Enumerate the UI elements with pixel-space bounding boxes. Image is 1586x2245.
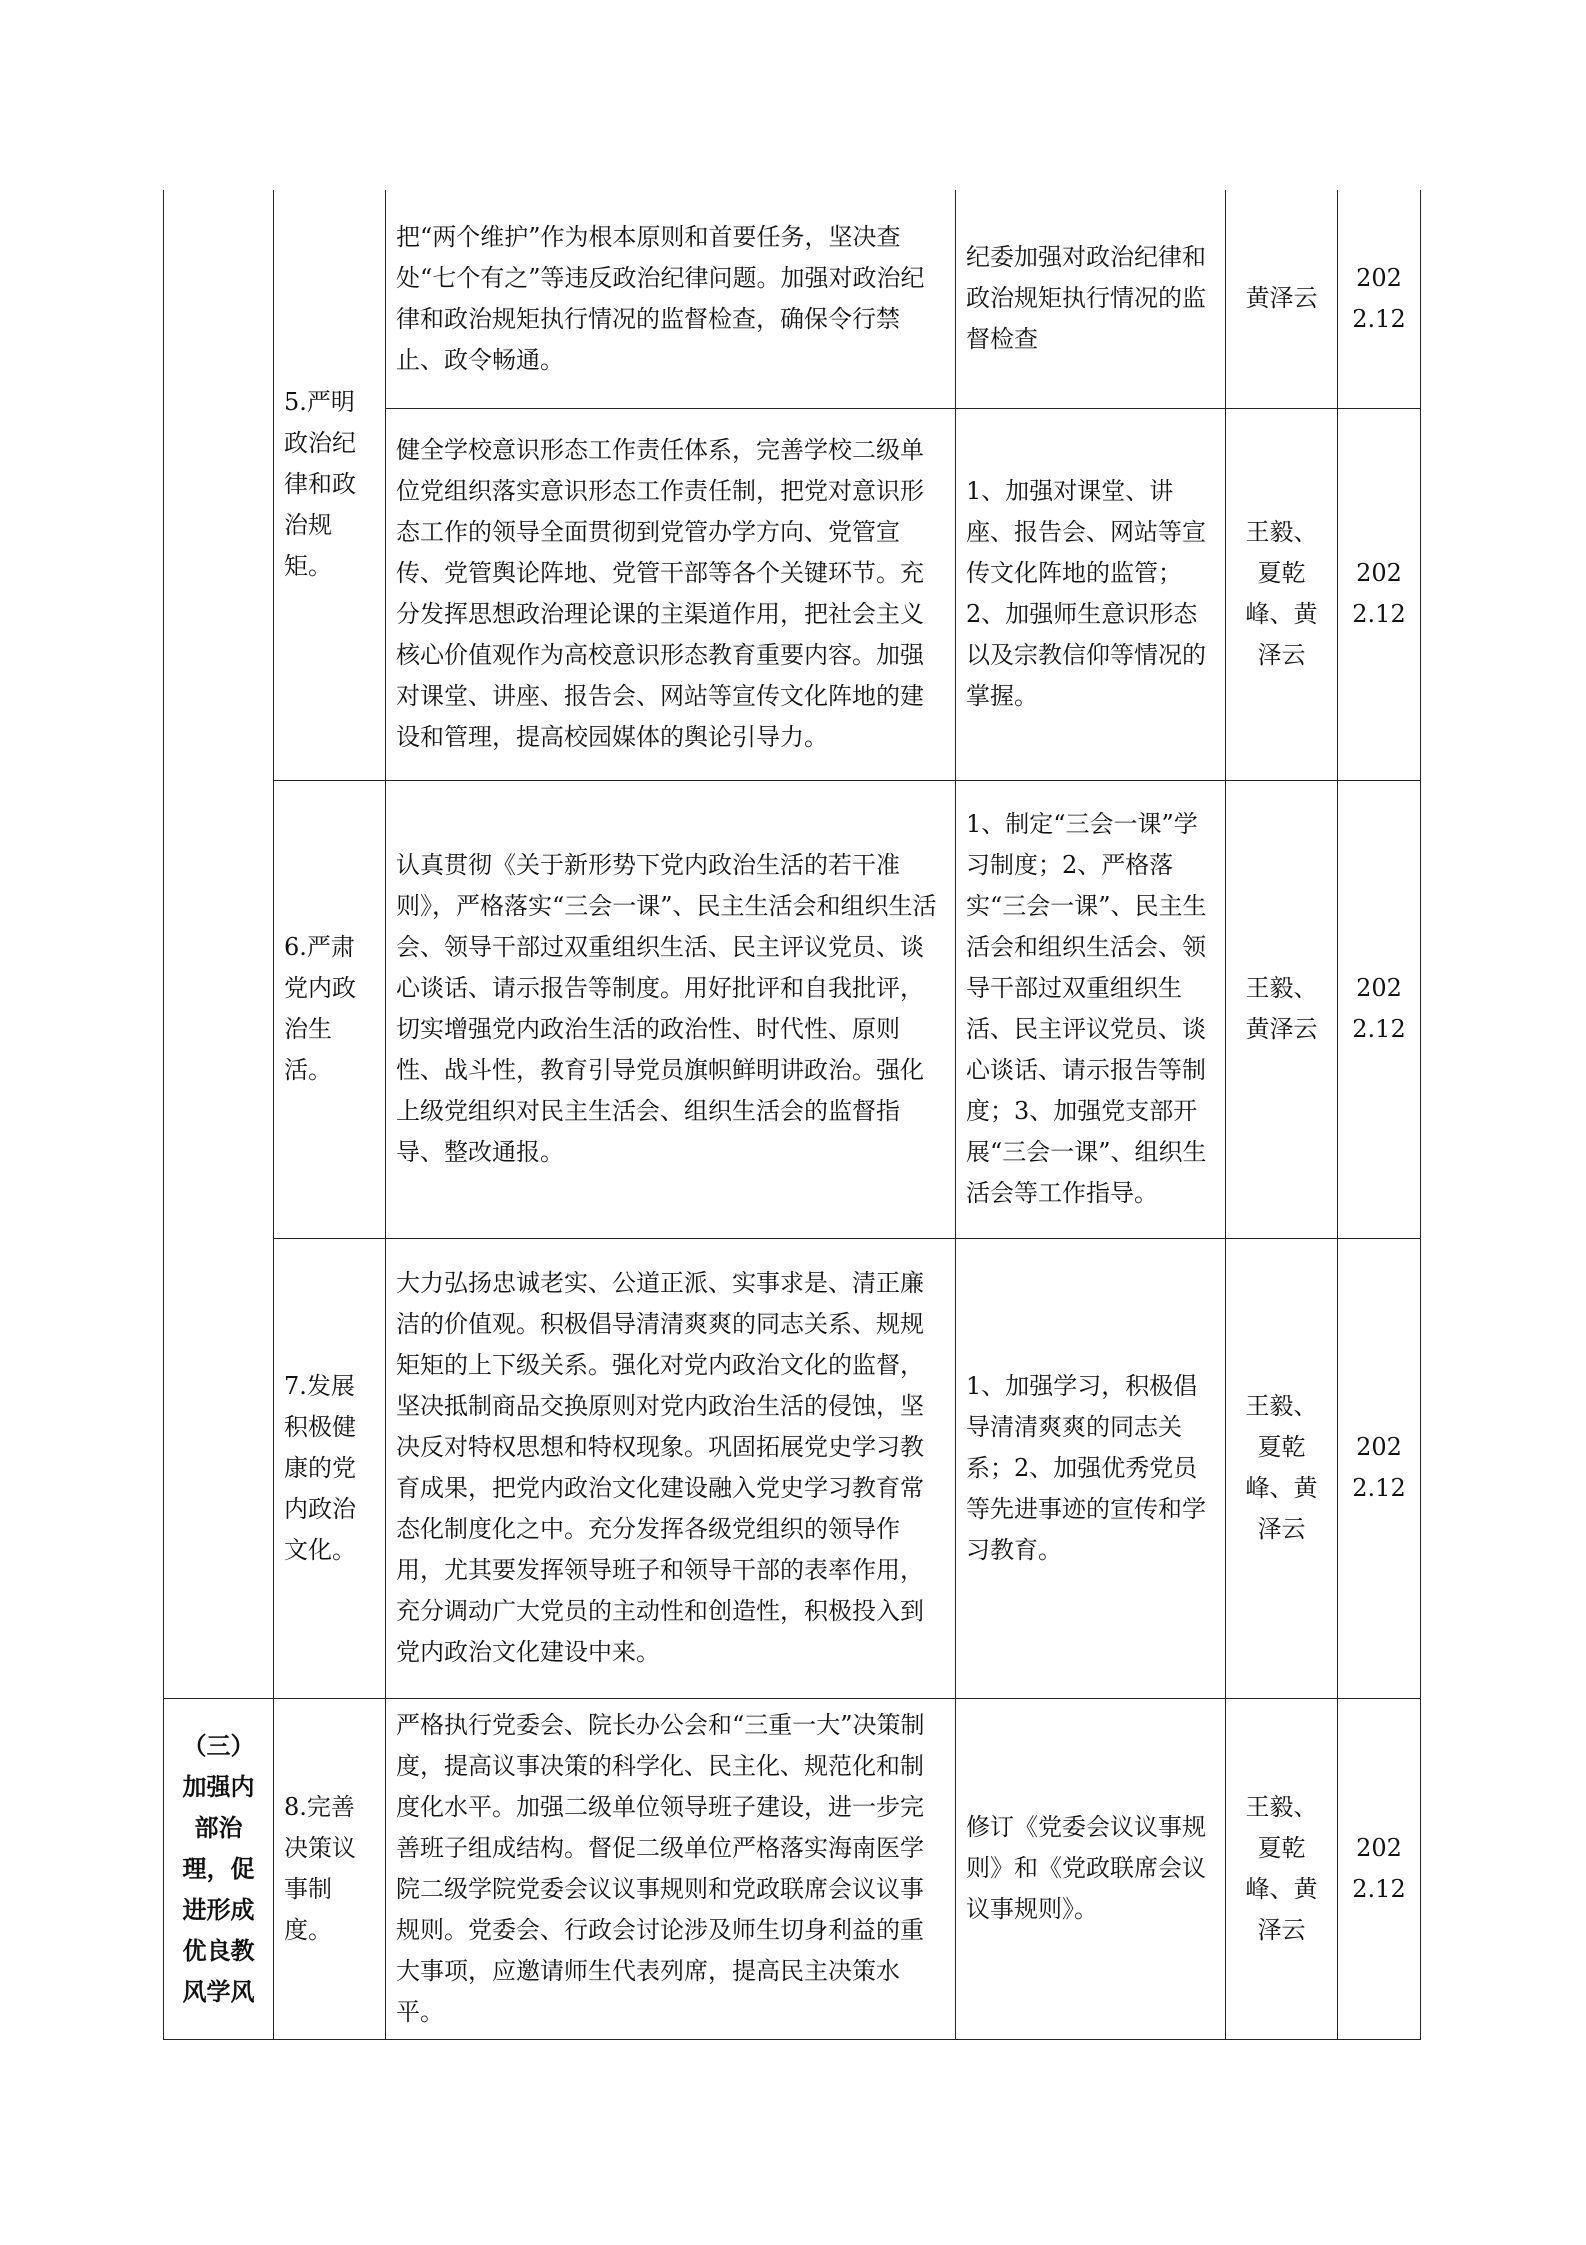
date-cell: 2022.12 xyxy=(1338,190,1421,408)
content-cell: 严格执行党委会、院长办公会和“三重一大”决策制度，提高议事决策的科学化、民主化、规范化和制度化水平。加强二级单位领导班子建设，进一步完善班子组成结构。督促二级单位严格落实海南医学院二级学院党委会议议事规则和党政联席会议议事规则。党委会、行政会讨论涉及师生切身利益的重大事项，应邀请师生代表列席，提高民主决策水平。 xyxy=(386,1698,956,2039)
item-cell: 7.发展积极健康的党内政治文化。 xyxy=(274,1238,386,1698)
measure-cell: 修订《党委会议议事规则》和《党政联席会议议事规则》。 xyxy=(956,1698,1226,2039)
item-cell: 6.严肃党内政治生活。 xyxy=(274,780,386,1238)
person-cell: 王毅、夏乾峰、黄泽云 xyxy=(1226,1698,1338,2039)
content-cell: 健全学校意识形态工作责任体系，完善学校二级单位党组织落实意识形态工作责任制，把党对意识形态工作的领导全面贯彻到党管办学方向、党管宣传、党管舆论阵地、党管干部等各个关键环节。充分发挥思想政治理论课的主渠道作用，把社会主义核心价值观作为高校意识形态教育重要内容。加强对课堂、讲座、报告会、网站等宣传文化阵地的建设和管理，提高校园媒体的舆论引导力。 xyxy=(386,408,956,780)
date-cell: 2022.12 xyxy=(1338,408,1421,780)
person-cell: 黄泽云 xyxy=(1226,190,1338,408)
measure-cell: 1、加强对课堂、讲座、报告会、网站等宣传文化阵地的监管；2、加强师生意识形态以及宗教信仰等情况的掌握。 xyxy=(956,408,1226,780)
item-cell: 5.严明政治纪律和政治规矩。 xyxy=(274,190,386,780)
person-cell: 王毅、夏乾峰、黄泽云 xyxy=(1226,408,1338,780)
category-cell: （三）加强内部治理，促进形成优良教风学风 xyxy=(164,1698,274,2039)
content-cell: 认真贯彻《关于新形势下党内政治生活的若干准则》，严格落实“三会一课”、民主生活会和组织生活会、领导干部过双重组织生活、民主评议党员、谈心谈话、请示报告等制度。用好批评和自我批评，切实增强党内政治生活的政治性、时代性、原则性、战斗性，教育引导党员旗帜鲜明讲政治。强化上级党组织对民主生活会、组织生活会的监督指导、整改通报。 xyxy=(386,780,956,1238)
person-cell: 王毅、夏乾峰、黄泽云 xyxy=(1226,1238,1338,1698)
category-cell xyxy=(164,190,274,1698)
content-cell: 大力弘扬忠诚老实、公道正派、实事求是、清正廉洁的价值观。积极倡导清清爽爽的同志关系、规规矩矩的上下级关系。强化对党内政治文化的监督，坚决抵制商品交换原则对党内政治生活的侵蚀，坚决反对特权思想和特权现象。巩固拓展党史学习教育成果，把党内政治文化建设融入党史学习教育常态化制度化之中。充分发挥各级党组织的领导作用，尤其要发挥领导班子和领导干部的表率作用，充分调动广大党员的主动性和创造性，积极投入到党内政治文化建设中来。 xyxy=(386,1238,956,1698)
plan-table xyxy=(163,190,1421,2040)
date-cell: 2022.12 xyxy=(1338,780,1421,1238)
measure-cell: 纪委加强对政治纪律和政治规矩执行情况的监督检查 xyxy=(956,190,1226,408)
measure-cell: 1、制定“三会一课”学习制度；2、严格落实“三会一课”、民主生活会和组织生活会、领导干部过双重组织生活、民主评议党员、谈心谈话、请示报告等制度；3、加强党支部开展“三会一课”、组织生活会等工作指导。 xyxy=(956,780,1226,1238)
table-row xyxy=(164,1238,1421,1698)
date-cell: 2022.12 xyxy=(1338,1238,1421,1698)
table-row xyxy=(164,1698,1421,2039)
date-cell: 2022.12 xyxy=(1338,1698,1421,2039)
person-cell: 王毅、黄泽云 xyxy=(1226,780,1338,1238)
table-row xyxy=(164,190,1421,408)
measure-cell: 1、加强学习，积极倡导清清爽爽的同志关系；2、加强优秀党员等先进事迹的宣传和学习教育。 xyxy=(956,1238,1226,1698)
content-cell: 把“两个维护”作为根本原则和首要任务，坚决查处“七个有之”等违反政治纪律问题。加强对政治纪律和政治规矩执行情况的监督检查，确保令行禁止、政令畅通。 xyxy=(386,190,956,408)
item-cell: 8.完善决策议事制度。 xyxy=(274,1698,386,2039)
table-row xyxy=(164,780,1421,1238)
